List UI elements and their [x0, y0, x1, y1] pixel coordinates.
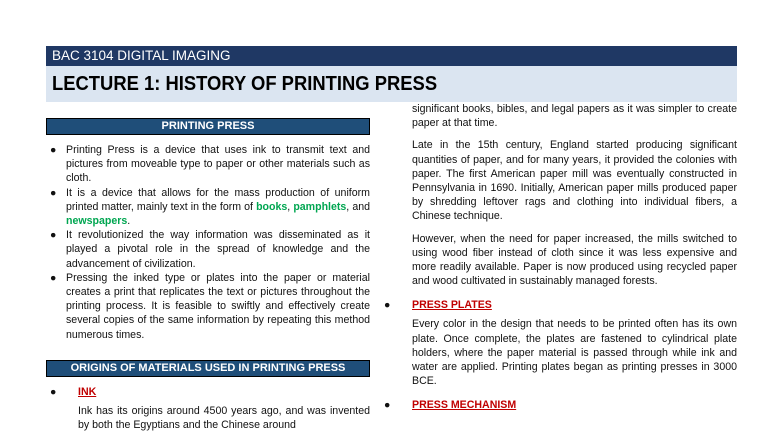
lecture-title: LECTURE 1: HISTORY OF PRINTING PRESS	[52, 73, 438, 95]
bullet-text: It is a device that allows for the mass production of uniform printed matter, mainly text in the form of	[66, 186, 370, 213]
list-item	[46, 143, 370, 186]
bullet-text: Pressing the inked type or plates into the paper or material creates a print that replicates the text or pictures throughout the printing process. It is feasible to swiftly and effectively create several copies of the same information by repeating this method numerous times.	[66, 271, 370, 341]
list-item	[46, 186, 370, 229]
list-item	[46, 271, 370, 342]
bullet-text: .	[127, 215, 131, 228]
section-heading-origins: ORIGINS OF MATERIALS USED IN PRINTING PRESS	[46, 360, 370, 377]
bullet-icon: ●	[384, 299, 391, 312]
course-code-banner	[46, 46, 737, 66]
bullet-icon: ●	[50, 385, 57, 398]
paper-paragraph-3: However, when the need for paper increased, the mills switched to using wood fiber instead of cloth since it was less expensive and more readily available. Paper is now produced using recycled paper and wood cultivated in sustainably managed forests.	[412, 232, 737, 288]
press-mechanism-label: PRESS MECHANISM	[412, 399, 517, 412]
press-mechanism-heading	[380, 398, 737, 413]
bullet-icon: ●	[50, 271, 57, 284]
press-plates-label: PRESS PLATES	[412, 299, 492, 312]
paper-paragraph-2: Late in the 15th century, England started producing significant quantities of paper, and for many years, it provided the colonies with paper. The first American paper mill was eventually constructed in Pennsylvania in 1690. Initially, American paper mills produced paper by shredding leftover rags and clothing into individual fibers, a Chinese technique.	[412, 139, 737, 223]
bullet-icon: ●	[384, 399, 391, 412]
list-item	[46, 228, 370, 271]
press-plates-paragraph: Every color in the design that needs to be printed often has its own plate. Once complete, the plates are fastened to cylindrical plate holders, where the paper material is passed through while ink and water are applied. Printing plates began as printing presses in 3000 BCE.	[412, 318, 737, 388]
press-plates-heading	[380, 298, 737, 313]
bullet-icon: ●	[50, 186, 57, 199]
highlight-newspapers: newspapers	[66, 215, 128, 228]
ink-paragraph: Ink has its origins around 4500 years ago, and was invented by both the Egyptians and the Chinese around	[78, 404, 370, 432]
right-column	[384, 102, 737, 417]
ink-label: INK	[78, 385, 97, 398]
bullet-text: ,	[287, 200, 294, 213]
lecture-title-banner	[46, 66, 737, 102]
bullet-icon: ●	[50, 144, 57, 156]
highlight-books: books	[256, 200, 288, 213]
ink-heading	[46, 385, 370, 400]
bullet-text: It revolutionized the way information was disseminated as it played a pivotal role in the spread of knowledge and the advancement of civilization.	[66, 229, 370, 270]
bullet-text: , and	[346, 200, 370, 213]
paper-paragraph-1: significant books, bibles, and legal papers as it was simpler to create paper at that time.	[412, 103, 737, 130]
course-code: BAC 3104 DIGITAL IMAGING	[52, 48, 231, 63]
printing-press-bullet-list	[46, 143, 370, 342]
bullet-text: Printing Press is a device that uses ink to transmit text and pictures from moveable type to paper or other materials such as cloth.	[66, 144, 370, 185]
section-heading-printing-press: PRINTING PRESS	[46, 118, 370, 135]
left-column	[46, 118, 370, 432]
highlight-pamphlets: pamphlets	[293, 200, 347, 213]
bullet-icon: ●	[50, 229, 57, 242]
